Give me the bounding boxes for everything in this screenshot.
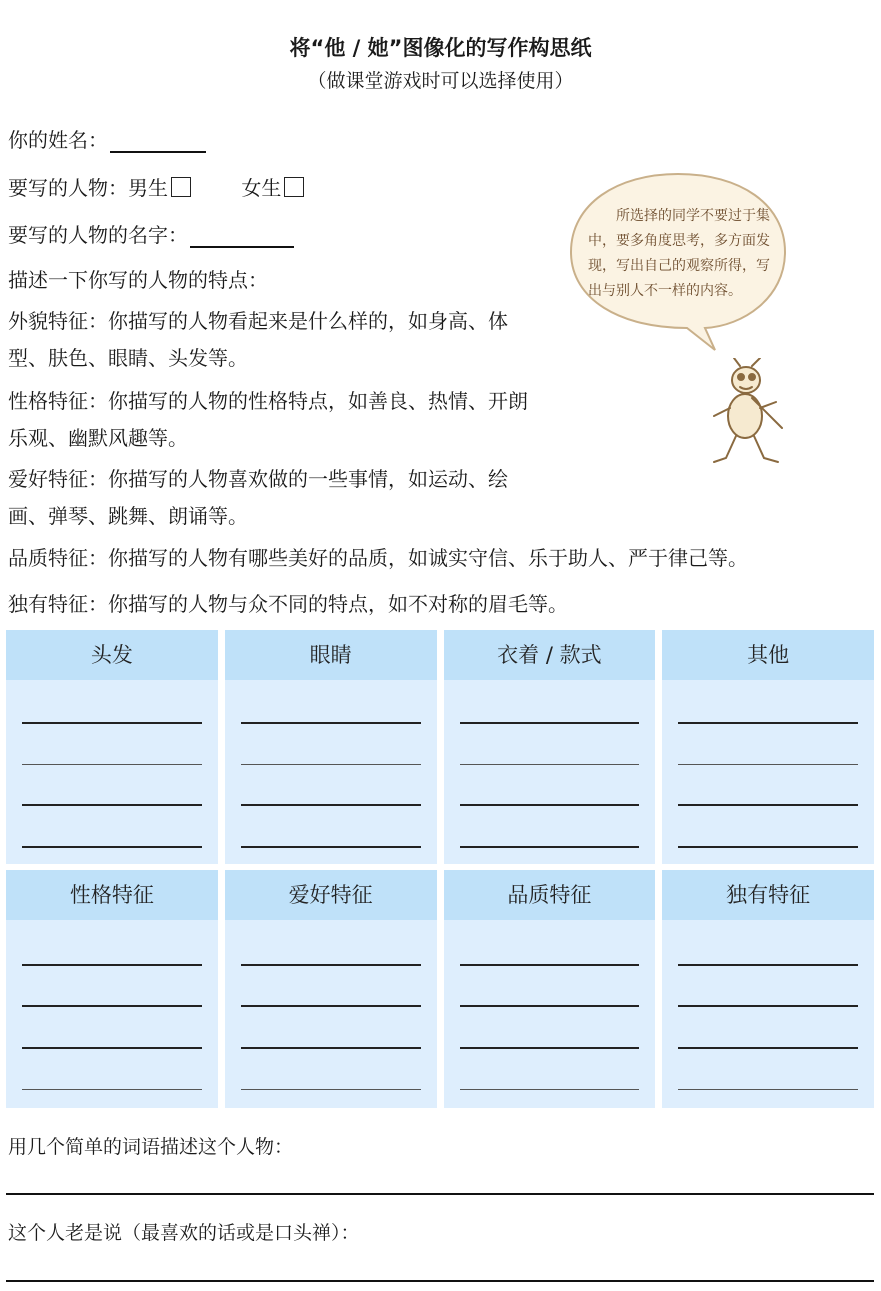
appearance-feature: 外貌特征：你描写的人物看起来是什么样的，如身高、体型、肤色、眼睛、头发等。	[8, 309, 508, 370]
writing-line[interactable]	[460, 764, 640, 765]
writing-line[interactable]	[678, 764, 858, 765]
other-header: 其他	[662, 630, 874, 680]
unique-header: 独有特征	[662, 870, 874, 920]
writing-line[interactable]	[678, 964, 858, 966]
writing-line[interactable]	[460, 846, 640, 848]
eyes-header: 眼睛	[225, 630, 437, 680]
quality-header: 品质特征	[444, 870, 656, 920]
writing-line[interactable]	[678, 722, 858, 724]
unique-feature: 独有特征：你描写的人物与众不同的特点，如不对称的眉毛等。	[8, 592, 568, 616]
gender-label: 要写的人物：	[8, 176, 128, 200]
words-answer-line[interactable]	[6, 1193, 874, 1195]
writing-line[interactable]	[678, 1005, 858, 1007]
writing-line[interactable]	[22, 1047, 202, 1049]
writing-line[interactable]	[241, 764, 421, 765]
character-name-blank[interactable]	[190, 228, 294, 248]
writing-line[interactable]	[22, 764, 202, 765]
writing-line[interactable]	[460, 964, 640, 966]
appearance-table	[6, 630, 874, 864]
your-name-row	[8, 124, 206, 153]
writing-line[interactable]	[241, 1047, 421, 1049]
writing-line[interactable]	[241, 722, 421, 724]
cricket-mascot-icon	[700, 358, 790, 468]
writing-line[interactable]	[678, 1089, 858, 1090]
quality-column	[444, 870, 656, 1108]
writing-line[interactable]	[678, 804, 858, 806]
hair-header: 头发	[6, 630, 218, 680]
gender-row	[8, 172, 304, 201]
character-name-row	[8, 219, 294, 248]
traits-table	[6, 870, 874, 1108]
page-title: 将“他 / 她”图像化的写作构思纸	[289, 36, 592, 60]
writing-line[interactable]	[241, 804, 421, 806]
personality-column	[6, 870, 218, 1108]
writing-line[interactable]	[460, 1089, 640, 1090]
writing-line[interactable]	[460, 1047, 640, 1049]
writing-line[interactable]	[241, 964, 421, 966]
page-subtitle: （做课堂游戏时可以选择使用）	[307, 70, 574, 92]
writing-line[interactable]	[460, 722, 640, 724]
writing-line[interactable]	[22, 964, 202, 966]
writing-line[interactable]	[22, 804, 202, 806]
writing-line[interactable]	[678, 1047, 858, 1049]
character-name-label: 要写的人物的名字：	[8, 223, 188, 247]
writing-line[interactable]	[678, 846, 858, 848]
female-checkbox[interactable]	[284, 177, 304, 197]
words-prompt: 用几个简单的词语描述这个人物：	[8, 1136, 294, 1158]
clothing-header: 衣着 / 款式	[444, 630, 656, 680]
writing-line[interactable]	[22, 846, 202, 848]
male-label: 男生	[128, 176, 168, 200]
your-name-blank[interactable]	[110, 133, 206, 153]
personality-header: 性格特征	[6, 870, 218, 920]
writing-line[interactable]	[460, 1005, 640, 1007]
male-checkbox[interactable]	[171, 177, 191, 197]
hair-column	[6, 630, 218, 864]
female-label: 女生	[241, 176, 282, 200]
personality-feature: 性格特征：你描写的人物的性格特点，如善良、热情、开朗乐观、幽默风趣等。	[8, 389, 528, 450]
eyes-column	[225, 630, 437, 864]
bubble-text: 所选择的同学不要过于集中，要多角度思考，多方面发现，写出自己的观察所得，写出与别人不一样的内容。	[588, 208, 770, 299]
hobby-column	[225, 870, 437, 1108]
clothing-column	[444, 630, 656, 864]
describe-heading: 描述一下你写的人物的特点：	[8, 268, 268, 292]
other-column	[662, 630, 874, 864]
hobby-feature: 爱好特征：你描写的人物喜欢做的一些事情，如运动、绘画、弹琴、跳舞、朗诵等。	[8, 467, 508, 528]
saying-answer-line[interactable]	[6, 1280, 874, 1282]
writing-line[interactable]	[460, 804, 640, 806]
writing-line[interactable]	[22, 1005, 202, 1007]
unique-column	[662, 870, 874, 1108]
saying-prompt: 这个人老是说（最喜欢的话或是口头禅）：	[8, 1222, 360, 1244]
writing-line[interactable]	[22, 1089, 202, 1090]
writing-line[interactable]	[241, 846, 421, 848]
writing-line[interactable]	[22, 722, 202, 724]
quality-feature: 品质特征：你描写的人物有哪些美好的品质，如诚实守信、乐于助人、严于律己等。	[8, 546, 748, 570]
your-name-label: 你的姓名：	[8, 128, 108, 152]
writing-line[interactable]	[241, 1005, 421, 1007]
writing-line[interactable]	[241, 1089, 421, 1090]
hobby-header: 爱好特征	[225, 870, 437, 920]
